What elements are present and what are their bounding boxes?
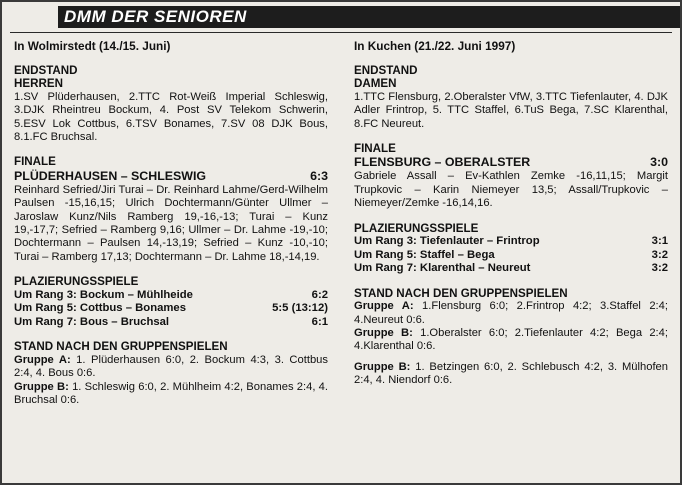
right-playoff-rank: Um Rang 3:: [354, 235, 417, 248]
right-playoff-match: Klarenthal – Neureut: [419, 262, 531, 275]
right-playoff-row: [354, 262, 668, 276]
left-group-text: 1. Schleswig 6:0, 2. Mühlheim 4:2, Bonames 2:4, 4. Bruchsal 0:6.: [14, 380, 329, 407]
right-playoff-row: [354, 249, 668, 263]
right-group-name: Gruppe B:: [354, 327, 413, 340]
right-group-text: 1.Oberalster 6:0; 2.Tiefenlauter 4:2; Bega 2:4; 4.Klarenthal 0:6.: [354, 327, 668, 353]
left-playoff-match: Bockum – Mühlheide: [79, 288, 193, 301]
left-playoffs-label: PLAZIERUNGSSPIELE: [14, 275, 139, 289]
right-location: In Kuchen (21./22. Juni 1997): [354, 39, 516, 53]
right-playoff-score: 3:2: [651, 248, 668, 261]
right-groups-label: STAND NACH DEN GRUPPENSPIELEN: [354, 286, 568, 300]
left-group-row: [14, 354, 328, 381]
right-group-name: Gruppe A:: [354, 300, 414, 313]
left-standings: 1.SV Plüderhausen, 2.TTC Rot-Weiß Imperial Schleswig, 3.DJK Rheintreu Bockum, 4. Post SV Telekom Schwerin, 5.ESV Lok Cottbus, 6.TSV Bonames, 7.SV 08 DJK Bous, 8.1.FC Bruchsal.: [14, 90, 328, 144]
right-playoff-rank: Um Rang 5:: [354, 248, 417, 261]
right-playoff-rank: Um Rang 7:: [354, 262, 417, 275]
right-playoff-row: [354, 235, 668, 249]
right-final-match: FLENSBURG – OBERALSTER: [354, 155, 531, 170]
right-group-row: [354, 327, 668, 354]
content-columns: [2, 33, 680, 483]
right-endstand-label: ENDSTAND: [354, 64, 418, 77]
right-playoffs-label: PLAZIERUNGSSPIELE: [354, 221, 479, 235]
left-playoff-row: [14, 302, 328, 316]
left-final-match: PLÜDERHAUSEN – SCHLESWIG: [14, 168, 207, 183]
left-playoff-score: 6:2: [311, 288, 328, 301]
column-left: [6, 33, 336, 483]
right-finale-label: FINALE: [354, 142, 396, 156]
right-group-row: [354, 361, 668, 388]
header-banner: [2, 2, 680, 32]
column-right: [346, 33, 676, 483]
right-playoff-match: Staffel – Bega: [419, 248, 495, 261]
left-playoff-rank: Um Rang 5:: [14, 302, 77, 315]
left-group-row: [14, 381, 328, 408]
left-groups-label: STAND NACH DEN GRUPPENSPIELEN: [14, 340, 228, 354]
right-playoff-score: 3:1: [651, 235, 668, 248]
page-title: DMM DER SENIOREN: [64, 7, 247, 26]
left-playoff-score: 6:1: [311, 315, 328, 328]
left-endstand-label: ENDSTAND: [14, 64, 78, 77]
right-group-name: Gruppe B:: [354, 360, 411, 373]
right-playoff-match: Tiefenlauter – Frintrop: [419, 235, 540, 248]
left-final-score: 6:3: [310, 168, 328, 183]
column-divider: [341, 35, 342, 479]
right-category: DAMEN: [354, 77, 397, 91]
left-final-match-row: [14, 169, 328, 184]
left-group-name: Gruppe A:: [14, 353, 71, 366]
right-standings: 1.TTC Flensburg, 2.Oberalster VfW, 3.TTC Tiefenlauter, 4. DJK Adler Frintrop, 5. TTC Staffel, 6.TuS Bega, 7.SC Klarenthal, 8.FC Neureut.: [354, 90, 668, 130]
right-playoff-score: 3:2: [651, 262, 668, 275]
left-playoff-row: [14, 316, 328, 330]
right-group-text: 1. Betzingen 6:0, 2. Schlebusch 4:2, 3. Mülhofen 2:4, 4. Niendorf 0:6.: [354, 360, 668, 387]
right-final-details: Gabriele Assall – Ev-Kathlen Zemke -16,11,15; Margit Trupkovic – Karin Niemeyer 13,5; Assall/Trupkovic – Niemeyer/Zemke -16,14,16.: [354, 170, 668, 210]
left-finale-label: FINALE: [14, 155, 56, 169]
right-final-match-row: [354, 155, 668, 170]
left-category: HERREN: [14, 77, 63, 91]
left-final-details: Reinhard Sefried/Jiri Turai – Dr. Reinhard Lahme/Gerd-Wilhelm Paulsen -15,16,15; Ulrich Dochtermann/Günter Ullmer – Jaroslaw Kunz/Nils Ramberg 19,-16,-13; Turai – Kunz 19,-17,7; Sefried – Ramberg 9,16; Ullmer – Dr. Lahme -19,-10; Dochtermann – Paulsen 14,-13,19; Sefried – Kunz -10,-10; Turai – Ramberg 17,13; Dochtermann – Dr. Lahme 18,-14,19.: [14, 183, 328, 263]
left-playoff-match: Bous – Bruchsal: [79, 315, 170, 328]
left-playoff-score: 5:5 (13:12): [272, 302, 328, 315]
left-group-text: 1. Plüderhausen 6:0, 2. Bockum 4:3, 3. Cottbus 2:4, 4. Bous 0:6.: [14, 353, 328, 380]
left-playoff-match: Cottbus – Bonames: [79, 302, 187, 315]
left-group-name: Gruppe B:: [14, 380, 69, 393]
left-playoff-rank: Um Rang 3:: [14, 288, 77, 301]
left-playoff-rank: Um Rang 7:: [14, 315, 77, 328]
right-group-text: 1.Flensburg 6:0; 2.Frintrop 4:2; 3.Staffel 2:4; 4.Neureut 0:6.: [354, 300, 668, 326]
right-final-score: 3:0: [650, 155, 668, 170]
header-banner-notch: [2, 6, 58, 28]
left-playoff-row: [14, 289, 328, 303]
right-group-row: [354, 300, 668, 327]
left-location: In Wolmirstedt (14./15. Juni): [14, 39, 171, 53]
